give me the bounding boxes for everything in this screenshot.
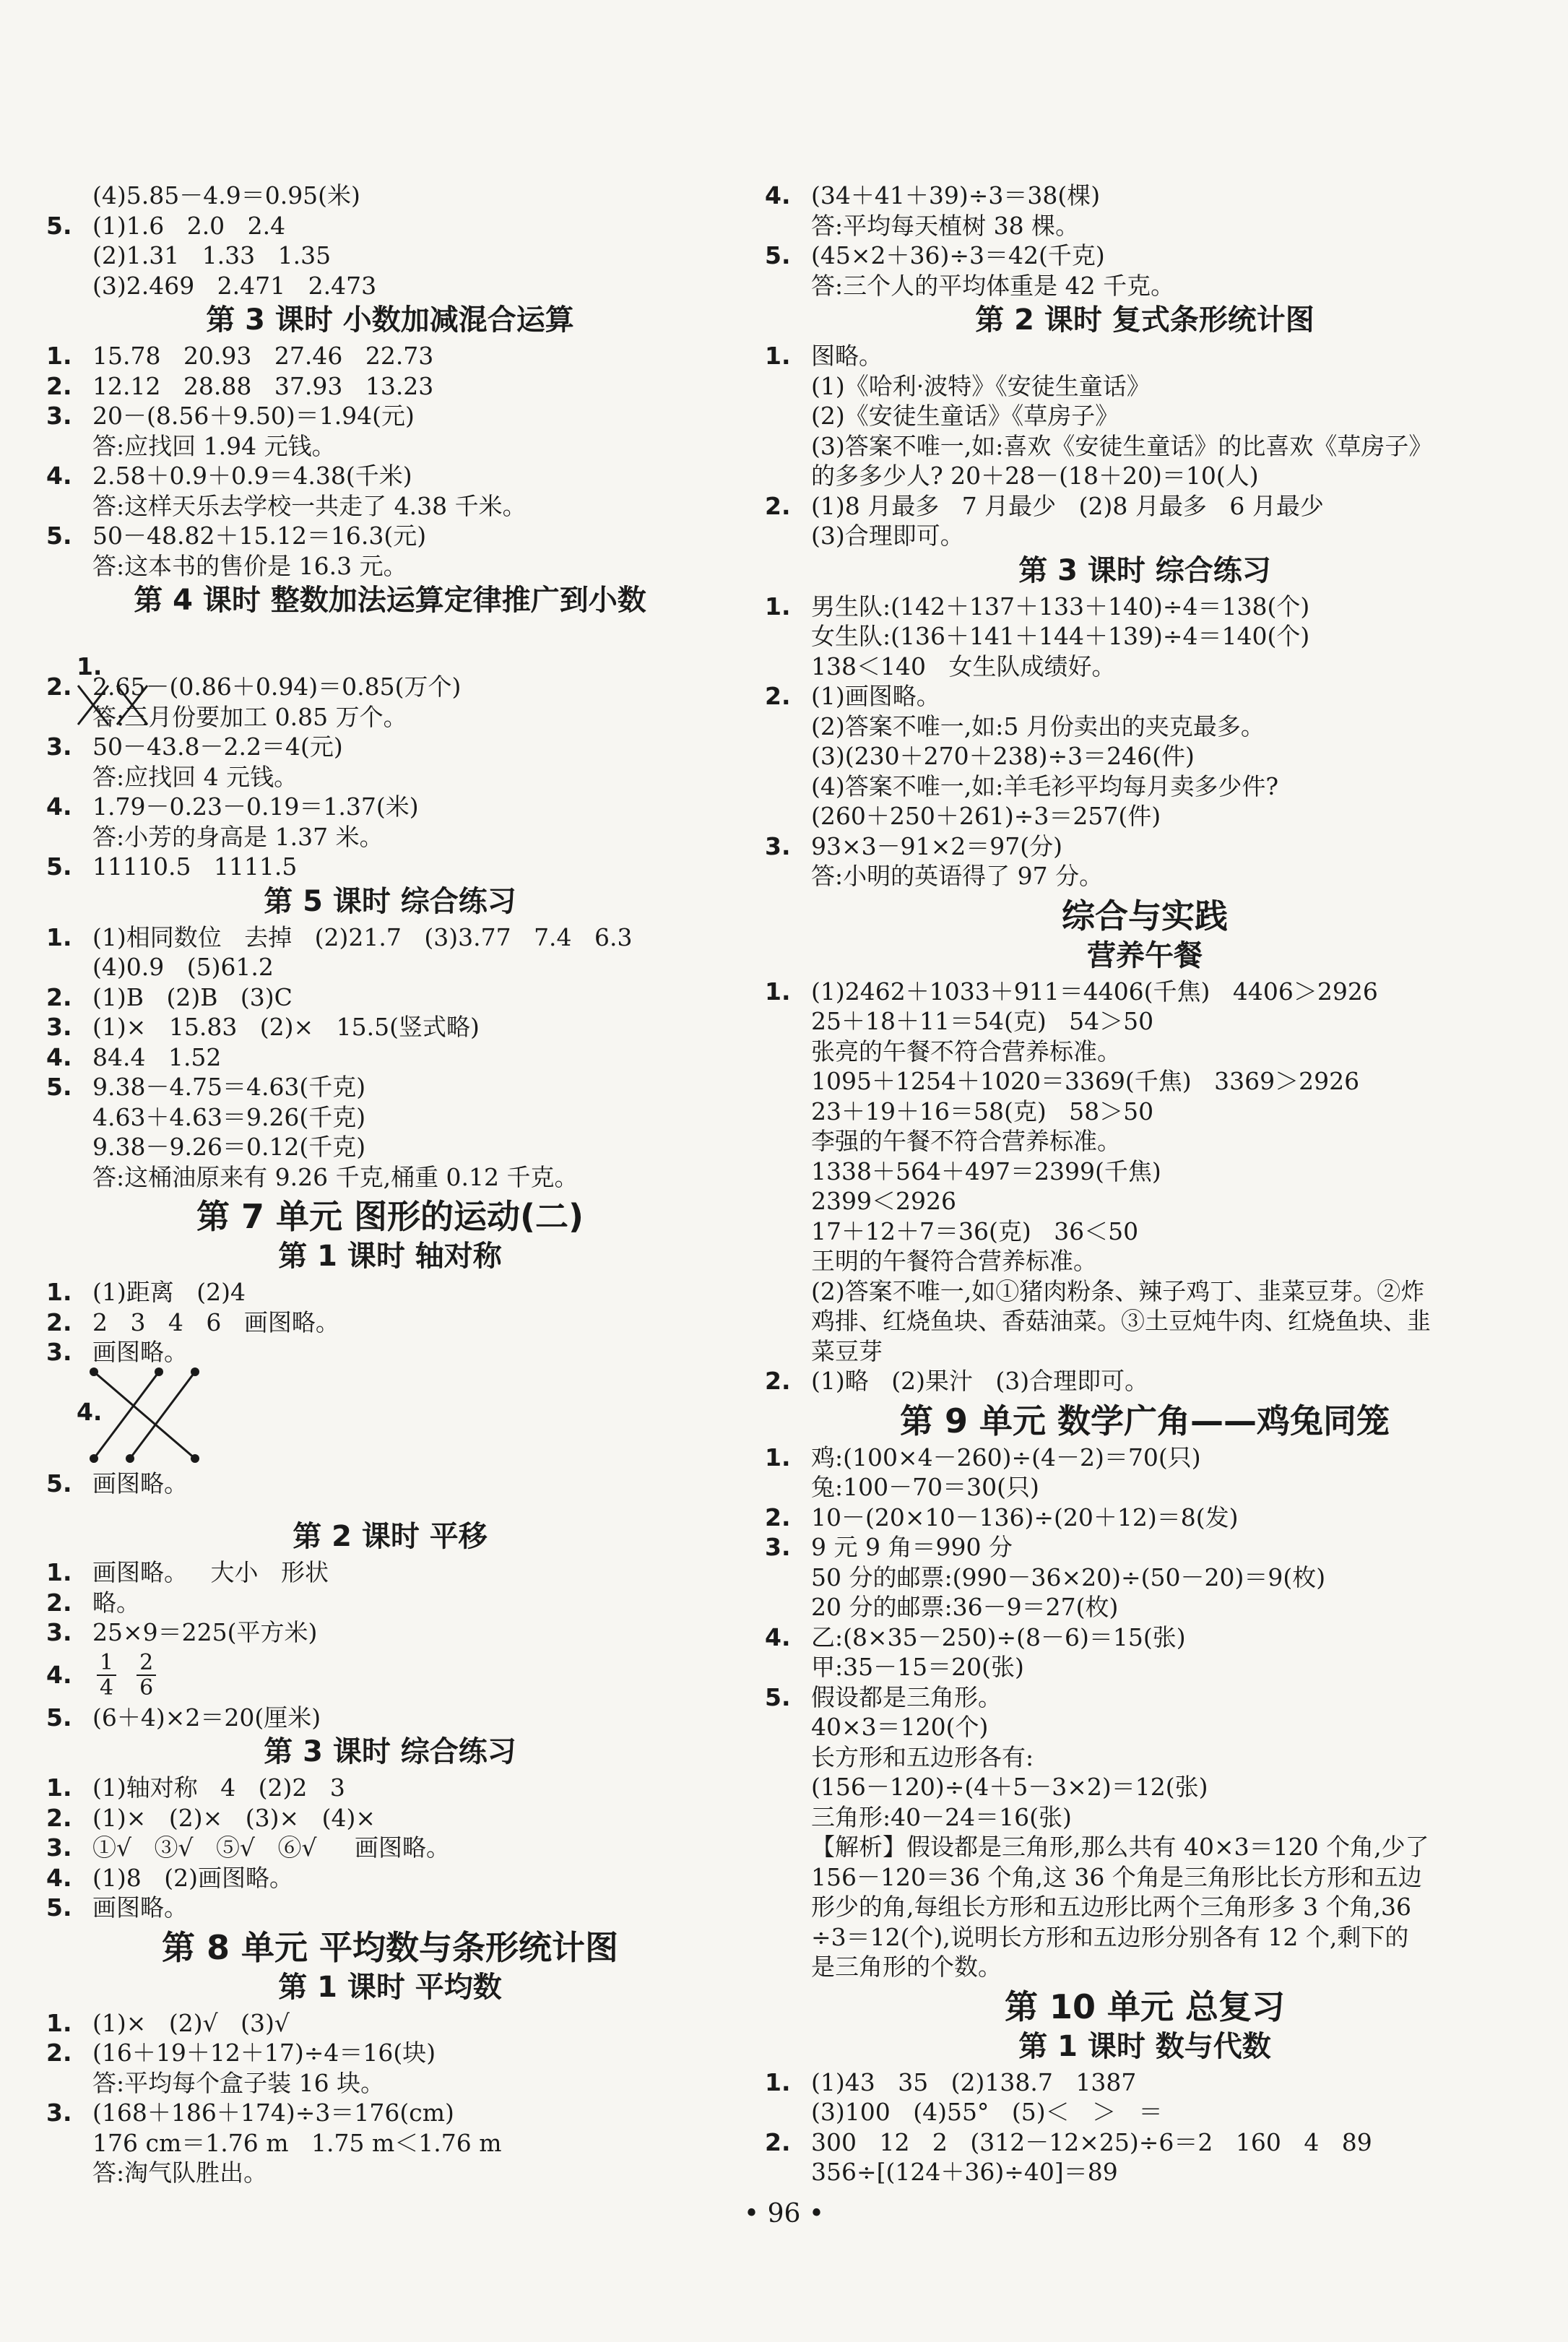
answer-line bbox=[762, 1217, 1528, 1247]
answer-text: (34＋41＋39)÷3＝38(棵) bbox=[811, 181, 1101, 209]
answer-line bbox=[43, 1557, 737, 1588]
answer-text: 张亮的午餐不符合营养标准。 bbox=[811, 1037, 1121, 1066]
answer-line bbox=[43, 1703, 737, 1733]
item-number: 3. bbox=[765, 831, 791, 860]
answer-line bbox=[762, 1832, 1528, 1862]
answer-line bbox=[43, 2158, 737, 2188]
answer-block bbox=[43, 2008, 737, 2188]
item-number: 1. bbox=[765, 2067, 791, 2096]
item-number: 1. bbox=[46, 1558, 72, 1586]
answer-block bbox=[762, 977, 1528, 1396]
answer-line bbox=[762, 1592, 1528, 1622]
answer-text: 15.78 20.93 27.46 22.73 bbox=[92, 342, 434, 370]
answer-text: 是三角形的个数。 bbox=[811, 1953, 1002, 1981]
answer-text: (2)答案不唯一,如:5 月份卖出的夹克最多。 bbox=[811, 712, 1265, 740]
item-number: 2. bbox=[765, 1367, 791, 1395]
answer-text: (16＋19＋12＋17)÷4＝16(块) bbox=[92, 2039, 436, 2067]
answer-line bbox=[762, 1682, 1528, 1713]
answer-line bbox=[43, 762, 737, 792]
answer-text: 2399＜2926 bbox=[811, 1187, 956, 1215]
answer-line bbox=[762, 1246, 1528, 1276]
answer-line bbox=[43, 2038, 737, 2068]
unit-heading: 第 8 单元 平均数与条形统计图 bbox=[161, 1927, 619, 1967]
answer-text: (2)1.31 1.33 1.35 bbox=[92, 241, 332, 269]
item-number: 2. bbox=[46, 673, 72, 701]
answer-line bbox=[762, 1652, 1528, 1682]
answer-line bbox=[762, 1952, 1528, 1982]
answer-text: 356÷[(124＋36)÷40]＝89 bbox=[811, 2158, 1118, 2186]
answer-text: 答:这样天乐去学校一共走了 4.38 千米。 bbox=[92, 491, 527, 520]
item-number: 5. bbox=[46, 1703, 72, 1732]
item-number: 4. bbox=[46, 462, 72, 490]
answer-text: (1)43 35 (2)138.7 1387 bbox=[811, 2067, 1137, 2096]
page-number: • 96 • bbox=[743, 2199, 825, 2229]
answer-line bbox=[762, 1066, 1528, 1097]
item-number: 5. bbox=[46, 211, 72, 240]
answer-line bbox=[43, 1012, 737, 1042]
answer-block bbox=[762, 181, 1528, 301]
item-number: 4. bbox=[765, 1622, 791, 1651]
answer-line bbox=[762, 1862, 1528, 1893]
answer-line bbox=[43, 461, 737, 491]
answer-text: 鸡排、红烧鱼块、香菇油菜。③土豆炖牛肉、红烧鱼块、韭 bbox=[811, 1307, 1431, 1335]
item-number: 2. bbox=[46, 371, 72, 400]
answer-line bbox=[43, 431, 737, 462]
answer-line bbox=[43, 1367, 737, 1469]
answer-text: (1)2462＋1033＋911＝4406(千焦) 4406＞2926 bbox=[811, 977, 1378, 1006]
left-column bbox=[43, 181, 737, 2188]
answer-text: 男生队:(142＋137＋133＋140)÷4＝138(个) bbox=[811, 592, 1310, 621]
answer-line bbox=[43, 1893, 737, 1923]
answer-line bbox=[762, 1366, 1528, 1396]
item-number: 3. bbox=[46, 1338, 72, 1366]
answer-text: 鸡:(100×4－260)÷(4－2)＝70(只) bbox=[811, 1443, 1201, 1472]
answer-line bbox=[43, 1337, 737, 1367]
answer-line bbox=[762, 1622, 1528, 1653]
item-number: 1. bbox=[46, 342, 72, 370]
answer-text: (1)8 (2)画图略。 bbox=[92, 1863, 293, 1892]
answer-text: 略。 bbox=[92, 1588, 140, 1617]
item-number: 4. bbox=[46, 1863, 72, 1892]
answer-text: 李强的午餐不符合营养标准。 bbox=[811, 1127, 1121, 1155]
answer-line bbox=[762, 712, 1528, 742]
answer-text: (3)答案不唯一,如:喜欢《安徒生童话》的比喜欢《草房子》 bbox=[811, 431, 1433, 460]
answer-line bbox=[43, 792, 737, 822]
answer-text: (1)距离 (2)4 bbox=[92, 1278, 246, 1306]
answer-text: 形少的角,每组长方形和五边形比两个三角形多 3 个角,36 bbox=[811, 1893, 1411, 1921]
answer-text: 答:淘气队胜出。 bbox=[92, 2159, 268, 2187]
answer-text: 图略。 bbox=[811, 342, 883, 370]
matching-lines-figure bbox=[87, 1365, 231, 1473]
answer-text: 20－(8.56＋9.50)＝1.94(元) bbox=[92, 402, 415, 430]
unit-heading: 第 9 单元 数学广角——鸡兔同笼 bbox=[899, 1401, 1390, 1440]
answer-text: 2 3 4 6 画图略。 bbox=[92, 1308, 339, 1336]
answer-line bbox=[43, 551, 737, 582]
answer-line bbox=[762, 741, 1528, 772]
answer-line bbox=[762, 1126, 1528, 1157]
answer-line bbox=[43, 852, 737, 882]
item-number: 3. bbox=[46, 733, 72, 761]
item-number: 1. bbox=[46, 1773, 72, 1802]
lesson-heading: 第 3 课时 小数加减混合运算 bbox=[206, 303, 574, 337]
answer-line bbox=[762, 1306, 1528, 1336]
answer-line bbox=[762, 1772, 1528, 1802]
item-number: 5. bbox=[46, 522, 72, 550]
answer-line bbox=[762, 681, 1528, 712]
item-number: 5. bbox=[765, 241, 791, 269]
item-number: 1. bbox=[765, 1443, 791, 1472]
answer-text: 答:应找回 1.94 元钱。 bbox=[92, 431, 336, 460]
fraction: $\frac{2}{6}$ bbox=[137, 1651, 156, 1700]
answer-line bbox=[43, 822, 737, 852]
item-number: 1. bbox=[46, 922, 72, 951]
answer-line bbox=[762, 431, 1528, 462]
lesson-heading: 第 3 课时 综合练习 bbox=[264, 1735, 516, 1768]
answer-text: 12.12 28.88 37.93 13.23 bbox=[92, 371, 434, 400]
lesson-heading: 营养午餐 bbox=[1087, 938, 1203, 972]
item-number: 1. bbox=[765, 977, 791, 1006]
item-number: 2. bbox=[46, 2039, 72, 2067]
answer-text: 1338＋564＋497＝2399(千焦) bbox=[811, 1157, 1161, 1185]
answer-block bbox=[762, 341, 1528, 551]
answer-text: (4)5.85－4.9＝0.95(米) bbox=[92, 181, 360, 209]
answer-text: (3)合理即可。 bbox=[811, 522, 964, 550]
answer-text: (1)略 (2)果汁 (3)合理即可。 bbox=[811, 1367, 1149, 1395]
item-number: 3. bbox=[46, 2099, 72, 2127]
unit-heading: 第 7 单元 图形的运动(二) bbox=[196, 1197, 584, 1236]
answer-text: 的多多少人? 20＋28－(18＋20)＝10(人) bbox=[811, 462, 1259, 490]
answer-line bbox=[43, 211, 737, 241]
answer-line bbox=[43, 1277, 737, 1308]
answer-line bbox=[762, 1097, 1528, 1127]
item-number: 2. bbox=[765, 1503, 791, 1531]
answer-text: 1.79－0.23－0.19＝1.37(米) bbox=[92, 792, 419, 821]
answer-line bbox=[762, 652, 1528, 682]
answer-line bbox=[762, 1472, 1528, 1503]
answer-line bbox=[762, 621, 1528, 652]
answer-text: 画图略。 bbox=[92, 1893, 188, 1922]
answer-text: (1)× (2)√ (3)√ bbox=[92, 2008, 290, 2037]
answer-line bbox=[762, 341, 1528, 371]
answer-line bbox=[762, 211, 1528, 241]
answer-block bbox=[43, 341, 737, 581]
answer-line bbox=[43, 1773, 737, 1803]
answer-line bbox=[762, 1892, 1528, 1922]
fraction: $\frac{1}{4}$ bbox=[97, 1651, 116, 1700]
lesson-heading: 第 5 课时 综合练习 bbox=[264, 884, 516, 918]
answer-line bbox=[43, 371, 737, 402]
unit-heading: 第 10 单元 总复习 bbox=[1004, 1987, 1286, 2026]
answer-line bbox=[762, 1922, 1528, 1953]
answer-text: 【解析】假设都是三角形,那么共有 40×3＝120 个角,少了 bbox=[811, 1833, 1429, 1861]
answer-text: 20 分的邮票:36－9＝27(枚) bbox=[811, 1593, 1119, 1621]
item-number: 2. bbox=[46, 982, 72, 1011]
item-number: 2. bbox=[46, 1308, 72, 1336]
item-number: 1. bbox=[46, 1278, 72, 1306]
answer-line bbox=[762, 1006, 1528, 1037]
answer-line bbox=[43, 1162, 737, 1193]
answer-line bbox=[43, 521, 737, 551]
right-column bbox=[762, 181, 1528, 2187]
answer-line bbox=[43, 2008, 737, 2039]
answer-text: 答:小明的英语得了 97 分。 bbox=[811, 862, 1104, 890]
answer-text: 93×3－91×2＝97(分) bbox=[811, 831, 1063, 860]
answer-text: 138＜140 女生队成绩好。 bbox=[811, 652, 1116, 680]
answer-text: 答:平均每个盒子装 16 块。 bbox=[92, 2068, 385, 2097]
answer-line bbox=[762, 2097, 1528, 2127]
answer-line bbox=[762, 1802, 1528, 1833]
item-number: 5. bbox=[46, 852, 72, 881]
answer-line bbox=[762, 181, 1528, 211]
item-number: 5. bbox=[46, 1893, 72, 1922]
answer-line bbox=[43, 1588, 737, 1618]
answer-text: 答:应找回 4 元钱。 bbox=[92, 762, 298, 791]
answer-text: 25×9＝225(平方米) bbox=[92, 1618, 318, 1646]
answer-text: (2)答案不唯一,如①猪肉粉条、辣子鸡丁、韭菜豆芽。②炸 bbox=[811, 1276, 1425, 1305]
item-number: 3. bbox=[765, 1533, 791, 1561]
answer-line bbox=[762, 1503, 1528, 1533]
answer-text: 10－(20×10－136)÷(20＋12)＝8(发) bbox=[811, 1503, 1239, 1531]
answer-text: 23＋19＋16＝58(克) 58＞50 bbox=[811, 1097, 1154, 1125]
answer-text: (156－120)÷(4＋5－3×2)＝12(张) bbox=[811, 1773, 1208, 1801]
answer-text: 2.65－(0.86＋0.94)＝0.85(万个) bbox=[92, 673, 462, 701]
answer-line bbox=[762, 2157, 1528, 2187]
answer-line bbox=[43, 952, 737, 982]
answer-block bbox=[43, 1277, 737, 1367]
answer-line bbox=[43, 181, 737, 211]
answer-text: (1)《哈利·波特》《安徒生童话》 bbox=[811, 371, 1151, 400]
answer-line bbox=[43, 702, 737, 733]
answer-text: 176 cm＝1.76 m 1.75 m＜1.76 m bbox=[92, 2128, 502, 2157]
answer-text: 答:三月份要加工 0.85 万个。 bbox=[92, 702, 407, 731]
answer-block bbox=[43, 1557, 737, 1648]
item-number: 5. bbox=[46, 1073, 72, 1101]
answer-line bbox=[762, 371, 1528, 402]
answer-line bbox=[762, 521, 1528, 551]
answer-text: (1)画图略。 bbox=[811, 682, 940, 710]
answer-block bbox=[43, 1773, 737, 1923]
answer-line bbox=[762, 241, 1528, 271]
answer-line bbox=[762, 1712, 1528, 1742]
item-number: 4. bbox=[46, 1660, 72, 1689]
answer-text: 王明的午餐符合营养标准。 bbox=[811, 1247, 1097, 1275]
item-number: 3. bbox=[46, 1013, 72, 1041]
answer-text: 17＋12＋7＝36(克) 36＜50 bbox=[811, 1217, 1139, 1245]
answer-text: (3)(230＋270＋238)÷3＝246(件) bbox=[811, 742, 1195, 770]
answer-line bbox=[43, 1617, 737, 1648]
answer-text: 三角形:40－24＝16(张) bbox=[811, 1802, 1072, 1831]
item-number: 3. bbox=[46, 1618, 72, 1646]
answer-text: (260＋250＋261)÷3＝257(件) bbox=[811, 802, 1161, 830]
item-number: 5. bbox=[765, 1682, 791, 1711]
answer-text: (45×2＋36)÷3＝42(千克) bbox=[811, 241, 1105, 269]
answer-text: (4)答案不唯一,如:羊毛衫平均每月卖多少件? bbox=[811, 772, 1279, 800]
answer-line bbox=[43, 271, 737, 301]
answer-text: 假设都是三角形。 bbox=[811, 1682, 1002, 1711]
answer-line bbox=[762, 592, 1528, 622]
answer-line bbox=[762, 1276, 1528, 1307]
answer-line bbox=[762, 977, 1528, 1007]
answer-line bbox=[43, 491, 737, 522]
answer-line bbox=[762, 1157, 1528, 1187]
item-number: 3. bbox=[46, 1833, 72, 1862]
answer-text: 兔:100－70＝30(只) bbox=[811, 1473, 1039, 1501]
answer-line bbox=[43, 1042, 737, 1073]
answer-text: (1)相同数位 去掉 (2)21.7 (3)3.77 7.4 6.3 bbox=[92, 922, 633, 951]
answer-text: 84.4 1.52 bbox=[92, 1042, 222, 1071]
answer-line bbox=[762, 1336, 1528, 1367]
answer-text: (1)× (2)× (3)× (4)× bbox=[92, 1803, 376, 1832]
answer-text: 50－43.8－2.2＝4(元) bbox=[92, 733, 343, 761]
answer-text: ①√ ③√ ⑤√ ⑥√ 画图略。 bbox=[92, 1833, 450, 1862]
answer-line bbox=[43, 401, 737, 431]
item-number: 1. bbox=[765, 342, 791, 370]
answer-line bbox=[43, 341, 737, 371]
item-number: 4. bbox=[46, 792, 72, 821]
answer-block bbox=[43, 922, 737, 1193]
answer-text: 9 元 9 角＝990 分 bbox=[811, 1533, 1013, 1561]
answer-text: 女生队:(136＋141＋144＋139)÷4＝140(个) bbox=[811, 622, 1310, 650]
item-number: 1. bbox=[765, 592, 791, 621]
answer-line bbox=[762, 1037, 1528, 1067]
answer-block bbox=[762, 592, 1528, 891]
answer-text: (168＋186＋174)÷3＝176(cm) bbox=[92, 2099, 454, 2127]
answer-line bbox=[43, 922, 737, 953]
answer-block bbox=[43, 181, 737, 301]
answer-text: ÷3＝12(个),说明长方形和五边形分别各有 12 个,剩下的 bbox=[811, 1922, 1409, 1951]
item-number: 2. bbox=[46, 1803, 72, 1832]
answer-line bbox=[43, 1803, 737, 1833]
item-number: 4. bbox=[46, 1042, 72, 1071]
answer-text: 答:小芳的身高是 1.37 米。 bbox=[92, 822, 384, 851]
answer-text: 菜豆芽 bbox=[811, 1336, 883, 1365]
answer-line bbox=[43, 1648, 737, 1703]
answer-line bbox=[762, 2127, 1528, 2158]
answer-line bbox=[43, 1833, 737, 1863]
answer-line bbox=[762, 1532, 1528, 1563]
answer-line bbox=[762, 461, 1528, 491]
answer-line bbox=[43, 1469, 737, 1499]
lesson-heading: 第 2 课时 平移 bbox=[293, 1520, 488, 1553]
answer-block bbox=[762, 1443, 1528, 1982]
answer-line bbox=[762, 801, 1528, 831]
answer-text: 画图略。 bbox=[92, 1469, 188, 1498]
answer-line bbox=[762, 861, 1528, 891]
answer-text: (1)× 15.83 (2)× 15.5(竖式略) bbox=[92, 1013, 480, 1041]
answer-line bbox=[762, 491, 1528, 522]
answer-text: (1)8 月最多 7 月最少 (2)8 月最多 6 月最少 bbox=[811, 491, 1324, 520]
answer-text: 乙:(8×35－250)÷(8－6)＝15(张) bbox=[811, 1622, 1186, 1651]
answer-text: 甲:35－15＝20(张) bbox=[811, 1653, 1024, 1681]
item-number: 4. bbox=[76, 1398, 103, 1426]
answer-line bbox=[43, 1308, 737, 1338]
answer-line bbox=[43, 1102, 737, 1133]
answer-block bbox=[43, 1703, 737, 1733]
answer-line bbox=[43, 241, 737, 271]
item-number: 4. bbox=[765, 181, 791, 209]
item-number: 2. bbox=[765, 2127, 791, 2156]
answer-line bbox=[43, 672, 737, 702]
answer-line bbox=[43, 982, 737, 1013]
answer-line bbox=[43, 1863, 737, 1893]
answer-line bbox=[43, 1132, 737, 1162]
answer-block bbox=[43, 1469, 737, 1499]
answer-line bbox=[43, 2098, 737, 2128]
answer-line bbox=[762, 401, 1528, 431]
answer-text: (2)《安徒生童话》《草房子》 bbox=[811, 402, 1119, 430]
answer-line bbox=[762, 1742, 1528, 1773]
item-number: 2. bbox=[765, 682, 791, 710]
item-number: 5. bbox=[46, 1469, 72, 1498]
answer-text: 9.38－9.26＝0.12(千克) bbox=[92, 1133, 366, 1161]
answer-line bbox=[762, 831, 1528, 862]
answer-line bbox=[43, 2128, 737, 2159]
answer-text: 50－48.82＋15.12＝16.3(元) bbox=[92, 522, 427, 550]
answer-text: 40×3＝120(个) bbox=[811, 1713, 989, 1741]
item-number: 3. bbox=[46, 402, 72, 430]
lesson-heading: 第 3 课时 综合练习 bbox=[1018, 553, 1271, 587]
answer-text: 答:这本书的售价是 16.3 元。 bbox=[92, 551, 407, 580]
answer-line bbox=[43, 621, 737, 680]
answer-text: 画图略。 大小 形状 bbox=[92, 1558, 329, 1586]
answer-text: 4.63＋4.63＝9.26(千克) bbox=[92, 1102, 366, 1131]
answer-line bbox=[762, 772, 1528, 802]
answer-block bbox=[43, 672, 737, 882]
answer-text: 50 分的邮票:(990－36×20)÷(50－20)＝9(枚) bbox=[811, 1563, 1326, 1591]
answer-line bbox=[43, 1072, 737, 1102]
answer-text: (1)1.6 2.0 2.4 bbox=[92, 211, 286, 240]
lesson-heading: 第 1 课时 轴对称 bbox=[278, 1240, 502, 1273]
answer-line bbox=[43, 2068, 737, 2099]
answer-text: 画图略。 bbox=[92, 1338, 188, 1366]
answer-text: 1095＋1254＋1020＝3369(千焦) 3369＞2926 bbox=[811, 1067, 1360, 1095]
answer-text: (6＋4)×2＝20(厘米) bbox=[92, 1703, 321, 1732]
answer-text: 答:三个人的平均体重是 42 千克。 bbox=[811, 271, 1175, 300]
item-number: 1. bbox=[46, 2008, 72, 2037]
answer-text: (3)100 (4)55° (5)＜ ＞ ＝ bbox=[811, 2098, 1163, 2126]
item-number: 1. bbox=[76, 652, 103, 680]
lesson-heading: 第 1 课时 平均数 bbox=[278, 1970, 502, 2004]
answer-text: 9.38－4.75＝4.63(千克) bbox=[92, 1073, 366, 1101]
answer-line bbox=[762, 1563, 1528, 1593]
answer-text: 300 12 2 (312－12×25)÷6＝2 160 4 89 bbox=[811, 2127, 1372, 2156]
answer-text: 答:这桶油原来有 9.26 千克,桶重 0.12 千克。 bbox=[92, 1162, 579, 1191]
answer-text: 156－120＝36 个角,这 36 个角是三角形比长方形和五边 bbox=[811, 1862, 1422, 1891]
answer-text: 2.58＋0.9＋0.9＝4.38(千米) bbox=[92, 462, 412, 490]
lesson-heading: 第 4 课时 整数加法运算定律推广到小数 bbox=[134, 584, 646, 617]
answer-line bbox=[762, 1186, 1528, 1217]
answer-text: (1)B (2)B (3)C bbox=[92, 982, 293, 1011]
answer-text: (4)0.9 (5)61.2 bbox=[92, 953, 274, 981]
unit-heading: 综合与实践 bbox=[1062, 896, 1228, 935]
item-number: 2. bbox=[765, 491, 791, 520]
lesson-heading: 第 2 课时 复式条形统计图 bbox=[975, 303, 1314, 337]
answer-text: (3)2.469 2.471 2.473 bbox=[92, 271, 377, 300]
answer-line bbox=[43, 732, 737, 762]
answer-block bbox=[762, 2067, 1528, 2187]
answer-text: 答:平均每天植树 38 棵。 bbox=[811, 211, 1080, 240]
answer-line bbox=[762, 1443, 1528, 1473]
answer-text: 长方形和五边形各有: bbox=[811, 1742, 1034, 1771]
lesson-heading: 第 1 课时 数与代数 bbox=[1018, 2029, 1271, 2063]
answer-text: (1)轴对称 4 (2)2 3 bbox=[92, 1773, 345, 1802]
answer-text: 25＋18＋11＝54(克) 54＞50 bbox=[811, 1007, 1154, 1035]
answer-line bbox=[762, 2067, 1528, 2098]
answer-line bbox=[762, 271, 1528, 301]
answer-text: 11110.5 1111.5 bbox=[92, 852, 298, 881]
item-number: 2. bbox=[46, 1588, 72, 1617]
